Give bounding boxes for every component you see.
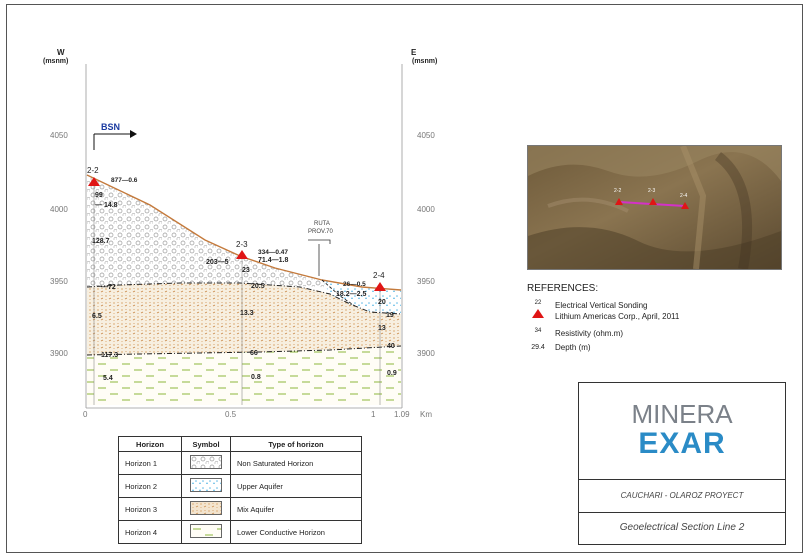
sev-triangle-icon bbox=[532, 309, 544, 318]
legend-horizon-name: Horizon 3 bbox=[119, 498, 182, 521]
annotation: 0.8 bbox=[251, 374, 261, 381]
non-saturated-symbol bbox=[190, 455, 222, 469]
y-tick-right-4000: 4000 bbox=[417, 205, 435, 214]
section-title: Geoelectrical Section Line 2 bbox=[619, 522, 745, 533]
minera-exar-logo bbox=[579, 383, 785, 480]
annotation: 203—5 bbox=[206, 259, 229, 266]
west-label: W bbox=[57, 48, 65, 57]
annotation: 5.4 bbox=[103, 375, 113, 382]
annotation: 13 bbox=[378, 325, 386, 332]
horizon-4-area bbox=[87, 346, 401, 405]
resistivity-number: 34 bbox=[534, 328, 542, 334]
sev-marker-2-4 bbox=[374, 282, 386, 291]
logo-bottom-text: EXAR bbox=[638, 427, 726, 460]
references-block bbox=[527, 283, 679, 356]
x-tick-1: 1 bbox=[371, 410, 376, 419]
legend-header-horizon: Horizon bbox=[119, 437, 182, 452]
bsn-arrow bbox=[94, 130, 137, 150]
annotation: 13.3 bbox=[240, 310, 254, 317]
horizon-legend-table bbox=[118, 436, 362, 544]
legend-horizon-type: Mix Aquifer bbox=[231, 498, 362, 521]
legend-horizon-type: Upper Aquifer bbox=[231, 475, 362, 498]
legend-row bbox=[119, 452, 362, 475]
satellite-map bbox=[527, 145, 782, 270]
x-tick-0-5: 0.5 bbox=[225, 410, 237, 419]
annotation: 99 bbox=[95, 192, 103, 199]
logo-top-text: MINERA bbox=[631, 399, 733, 429]
project-name: CAUCHARI - OLAROZ PROYECT bbox=[579, 479, 785, 513]
annotation: 23 bbox=[242, 267, 250, 274]
annotation: 6.5 bbox=[92, 313, 102, 320]
map-point-2-3: 2-3 bbox=[648, 188, 656, 194]
annotation: 71.4—1.8 bbox=[258, 257, 289, 264]
legend-header-type: Type of horizon bbox=[231, 437, 362, 452]
y-tick-right-4050: 4050 bbox=[417, 131, 435, 140]
legend-horizon-name: Horizon 1 bbox=[119, 452, 182, 475]
map-point-2-4: 2-4 bbox=[680, 193, 688, 199]
legend-row bbox=[119, 475, 362, 498]
sev-value-2-4: 26—0.5 bbox=[343, 281, 366, 288]
bsn-label: BSN bbox=[101, 122, 121, 132]
legend-header-symbol: Symbol bbox=[182, 437, 231, 452]
legend-row bbox=[119, 521, 362, 544]
legend-horizon-type: Lower Conductive Horizon bbox=[231, 521, 362, 544]
y-tick-left-3900: 3900 bbox=[50, 349, 68, 358]
references-title: REFERENCES: bbox=[527, 283, 599, 294]
sev-line-2: Lithium Americas Corp., April, 2011 bbox=[555, 312, 680, 321]
sev-id-2-2: 2-2 bbox=[87, 166, 99, 175]
sev-line-1: Electrical Vertical Sonding bbox=[555, 301, 648, 310]
annotation: 19 bbox=[386, 312, 394, 319]
east-label: E bbox=[411, 48, 417, 57]
sev-value-2-3: 334—0.47 bbox=[258, 249, 288, 256]
annotation: 128.7 bbox=[92, 238, 110, 245]
x-tick-0: 0 bbox=[83, 410, 88, 419]
depth-number: 29.4 bbox=[531, 344, 545, 351]
y-tick-right-3950: 3950 bbox=[417, 277, 435, 286]
annotation: 117.3 bbox=[101, 352, 119, 359]
annotation: 20.5 bbox=[251, 283, 265, 290]
y-tick-left-4050: 4050 bbox=[50, 131, 68, 140]
x-unit: Km bbox=[420, 410, 432, 419]
units-right: (msnm) bbox=[412, 58, 438, 65]
legend-horizon-name: Horizon 4 bbox=[119, 521, 182, 544]
annotation: 0.9 bbox=[387, 370, 397, 377]
route-label-1: RUTA bbox=[314, 221, 330, 227]
lower-conductive-symbol bbox=[190, 524, 222, 538]
route-label-2: PROV.70 bbox=[308, 229, 333, 235]
annotation: 40 bbox=[387, 343, 395, 350]
title-block bbox=[578, 382, 786, 545]
annotation: —72 bbox=[101, 284, 116, 291]
map-point-2-2: 2-2 bbox=[614, 188, 622, 194]
route-marker bbox=[308, 240, 330, 276]
sev-number: 22 bbox=[534, 300, 542, 306]
sev-id-2-4: 2-4 bbox=[373, 271, 385, 280]
units-left: (msnm) bbox=[43, 58, 69, 65]
legend-horizon-name: Horizon 2 bbox=[119, 475, 182, 498]
y-tick-left-4000: 4000 bbox=[50, 205, 68, 214]
annotation: 20 bbox=[378, 299, 386, 306]
y-tick-left-3950: 3950 bbox=[50, 277, 68, 286]
upper-aquifer-symbol bbox=[190, 478, 222, 492]
sev-id-2-3: 2-3 bbox=[236, 240, 248, 249]
annotation: 18.2—2.5 bbox=[336, 291, 367, 298]
legend-row bbox=[119, 498, 362, 521]
mix-aquifer-symbol bbox=[190, 501, 222, 515]
annotation: — 14.8 bbox=[95, 202, 118, 209]
sev-value-2-2: 877—0.6 bbox=[111, 177, 138, 184]
resistivity-label: Resistivity (ohm.m) bbox=[555, 329, 624, 338]
satellite-image bbox=[528, 146, 781, 269]
x-tick-1-09: 1.09 bbox=[394, 410, 410, 419]
legend-horizon-type: Non Saturated Horizon bbox=[231, 452, 362, 475]
y-tick-right-3900: 3900 bbox=[417, 349, 435, 358]
annotation: 66 bbox=[250, 350, 258, 357]
depth-label: Depth (m) bbox=[555, 343, 591, 352]
